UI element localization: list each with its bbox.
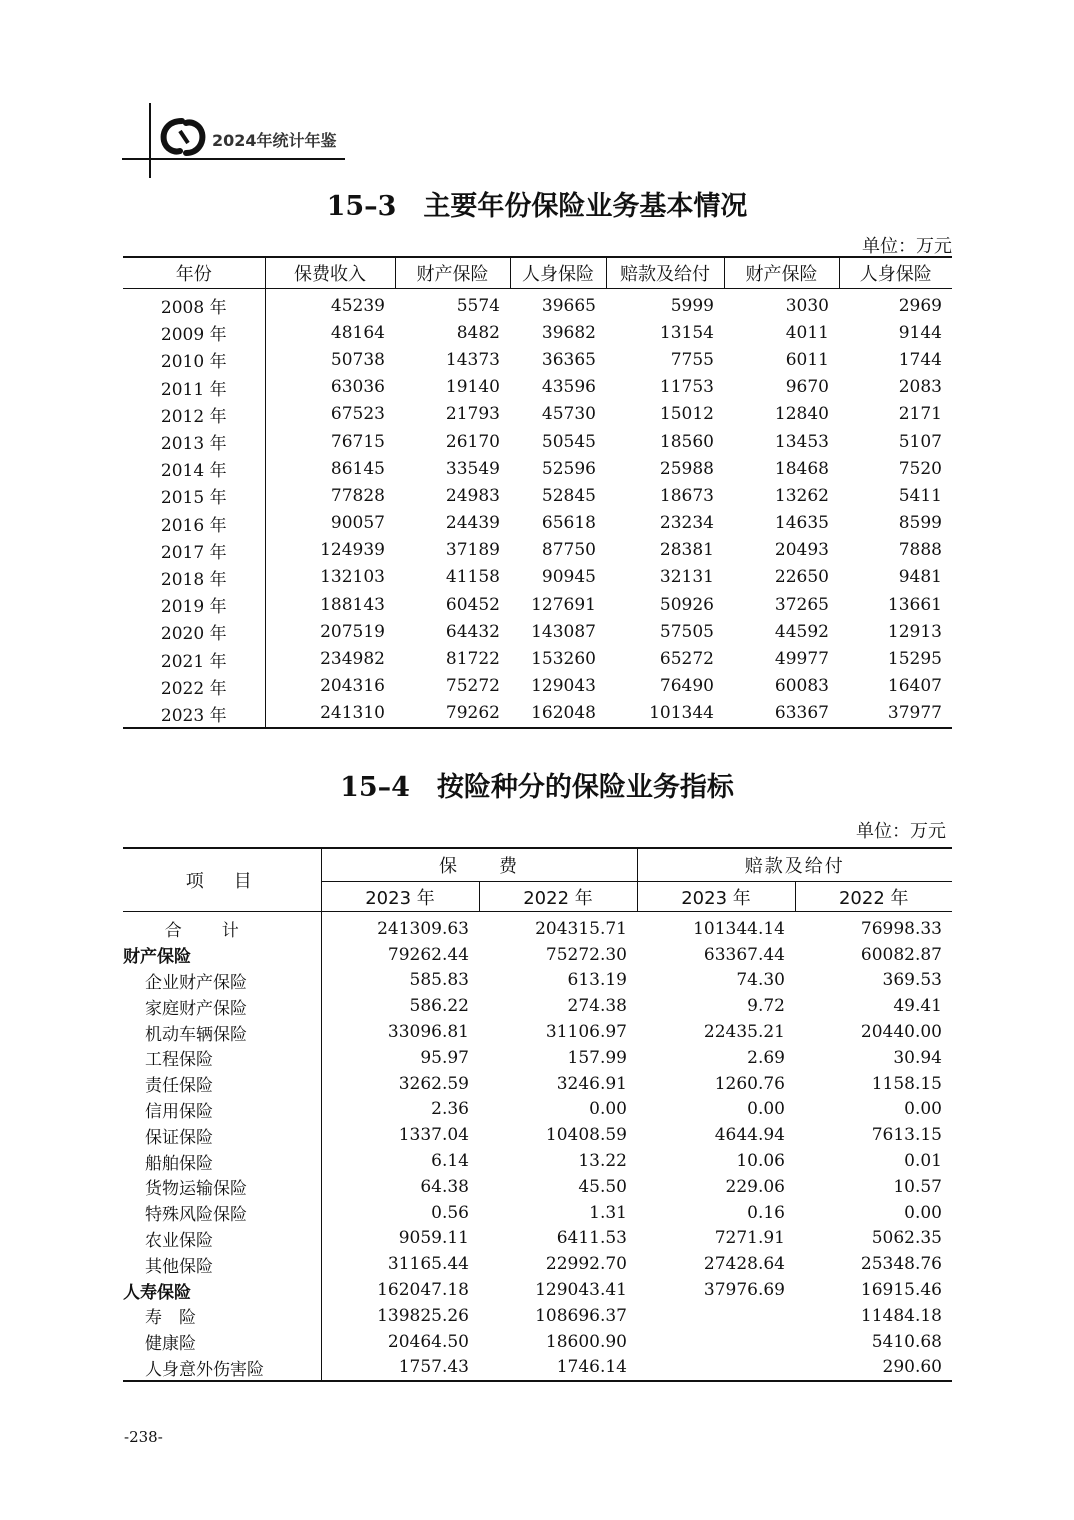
- value-cell: 7755: [670, 349, 714, 370]
- table1-body: [123, 289, 952, 729]
- year-cell: 2008 年: [123, 289, 265, 320]
- year-cell: 2019 年: [123, 591, 265, 618]
- value-cell: 132103: [320, 567, 385, 588]
- crop-mark-vertical: [149, 103, 151, 178]
- value-cell: 23234: [659, 513, 714, 534]
- year-header: 2022 年: [479, 882, 637, 912]
- value-cell: 49977: [774, 649, 829, 670]
- value-cell: 48164: [330, 322, 385, 343]
- value-cell: 7888: [898, 540, 942, 561]
- value-cell: 13661: [887, 594, 942, 615]
- value-cell: 13262: [774, 485, 829, 506]
- value-cell: 585.83: [409, 970, 469, 991]
- value-cell: 101344.14: [693, 918, 785, 939]
- value-cell: 50545: [541, 431, 596, 452]
- value-cell: 15012: [659, 404, 714, 425]
- table-row: [123, 537, 952, 564]
- yearbook-title: 2024年统计年鉴: [212, 131, 337, 150]
- value-cell: 9144: [898, 322, 942, 343]
- item-label: 特殊风险保险: [123, 1200, 321, 1226]
- value-cell: 0.00: [904, 1202, 942, 1223]
- value-cell: 64.38: [420, 1176, 469, 1197]
- value-cell: 11484.18: [860, 1305, 942, 1326]
- year-cell: 2010 年: [123, 346, 265, 373]
- item-label: 人身意外伤害险: [123, 1355, 321, 1382]
- year-header: 2023 年: [321, 882, 479, 912]
- item-label: 家庭财产保险: [123, 993, 321, 1019]
- value-cell: 1158.15: [871, 1073, 942, 1094]
- value-cell: 77828: [330, 485, 385, 506]
- value-cell: 50926: [659, 594, 714, 615]
- table-row: [123, 1303, 952, 1329]
- value-cell: 76490: [659, 676, 714, 697]
- value-cell: 74.30: [736, 970, 785, 991]
- value-cell: 241309.63: [377, 918, 469, 939]
- yearbook-logo-icon: [160, 117, 206, 157]
- value-cell: 143087: [531, 621, 596, 642]
- value-cell: 67523: [330, 404, 385, 425]
- table2-unit: 单位：万元: [856, 821, 946, 842]
- value-cell: 4011: [785, 322, 829, 343]
- value-cell: 1757.43: [398, 1357, 469, 1378]
- table-row: [123, 564, 952, 591]
- value-cell: 79262.44: [387, 944, 469, 965]
- value-cell: 60083: [774, 676, 829, 697]
- value-cell: 43596: [541, 377, 596, 398]
- value-cell: 63036: [330, 377, 385, 398]
- table-row: [123, 1174, 952, 1200]
- value-cell: 16915.46: [860, 1280, 942, 1301]
- item-label: 财产保险: [123, 942, 321, 968]
- value-cell: 18468: [774, 458, 829, 479]
- value-cell: 129043.41: [535, 1280, 627, 1301]
- item-label: 保证保险: [123, 1122, 321, 1148]
- value-cell: 11753: [659, 377, 714, 398]
- table-row: [123, 1148, 952, 1174]
- table1-title: 15–3 主要年份保险业务基本情况: [326, 191, 748, 222]
- item-label: 机动车辆保险: [123, 1019, 321, 1045]
- table-row: [123, 645, 952, 672]
- item-label: 企业财产保险: [123, 968, 321, 994]
- value-cell: 6011: [785, 349, 829, 370]
- value-cell: 37977: [887, 703, 942, 724]
- value-cell: 162047.18: [377, 1280, 469, 1301]
- value-cell: 65272: [659, 649, 714, 670]
- value-cell: 57505: [659, 621, 714, 642]
- table-row: [123, 289, 952, 320]
- value-cell: 25988: [659, 458, 714, 479]
- value-cell: 19140: [445, 377, 500, 398]
- table-row: [123, 1200, 952, 1226]
- item-label: 信用保险: [123, 1097, 321, 1123]
- value-cell: 5999: [670, 295, 714, 316]
- table2-header-row-1: [123, 848, 952, 882]
- table-row: [123, 1251, 952, 1277]
- value-cell: 44592: [774, 621, 829, 642]
- value-cell: 39682: [541, 322, 596, 343]
- value-cell: 0.00: [904, 1099, 942, 1120]
- value-cell: 37265: [774, 594, 829, 615]
- value-cell: 50738: [330, 349, 385, 370]
- table-row: [123, 591, 952, 618]
- item-label: 合计: [123, 912, 321, 942]
- value-cell: 27428.64: [703, 1254, 785, 1275]
- value-cell: 5107: [898, 431, 942, 452]
- value-cell: 10408.59: [545, 1125, 627, 1146]
- table-row: [123, 1122, 952, 1148]
- year-cell: 2012 年: [123, 401, 265, 428]
- table-main-years-insurance: [123, 256, 952, 729]
- table-row: [123, 1071, 952, 1097]
- value-cell: 95.97: [420, 1047, 469, 1068]
- value-cell: 1.31: [589, 1202, 627, 1223]
- value-cell: 7271.91: [714, 1228, 785, 1249]
- year-cell: 2021 年: [123, 645, 265, 672]
- value-cell: 3246.91: [556, 1073, 627, 1094]
- table2-title: 15–4 按险种分的保险业务指标: [340, 772, 734, 803]
- value-cell: 1337.04: [398, 1125, 469, 1146]
- value-cell: 12840: [774, 404, 829, 425]
- value-cell: 2.69: [747, 1047, 785, 1068]
- value-cell: 2171: [898, 404, 942, 425]
- value-cell: 3262.59: [398, 1073, 469, 1094]
- table-insurance-by-type: [123, 847, 952, 1382]
- table-row: [123, 1019, 952, 1045]
- table-row: [123, 993, 952, 1019]
- value-cell: 613.19: [567, 970, 627, 991]
- value-cell: 18673: [659, 485, 714, 506]
- value-cell: 24983: [445, 485, 500, 506]
- value-cell: 7613.15: [871, 1125, 942, 1146]
- value-cell: 45.50: [578, 1176, 627, 1197]
- value-cell: 45730: [541, 404, 596, 425]
- value-cell: 204315.71: [535, 918, 627, 939]
- table1-unit: 单位：万元: [862, 236, 952, 257]
- value-cell: 9481: [898, 567, 942, 588]
- item-label: 农业保险: [123, 1226, 321, 1252]
- table-row: [123, 700, 952, 728]
- value-cell: 25348.76: [860, 1254, 942, 1275]
- value-cell: 36365: [541, 349, 596, 370]
- value-cell: 86145: [330, 458, 385, 479]
- value-cell: 37976.69: [703, 1280, 785, 1301]
- item-header: 项 目: [123, 848, 321, 912]
- table-row: [123, 482, 952, 509]
- value-cell: 64432: [445, 621, 500, 642]
- value-cell: 10.57: [893, 1176, 942, 1197]
- table-row: [123, 319, 952, 346]
- value-cell: 1744: [898, 349, 942, 370]
- table-row: [123, 1226, 952, 1252]
- value-cell: 6.14: [431, 1151, 469, 1172]
- value-cell: [637, 1303, 795, 1329]
- table2-body: [123, 912, 952, 1382]
- value-cell: 37189: [445, 540, 500, 561]
- year-header: 2022 年: [795, 882, 952, 912]
- value-cell: 290.60: [882, 1357, 942, 1378]
- value-cell: 274.38: [567, 996, 627, 1017]
- value-cell: 2083: [898, 377, 942, 398]
- value-cell: 60452: [445, 594, 500, 615]
- value-cell: 28381: [659, 540, 714, 561]
- value-cell: 20440.00: [860, 1022, 942, 1043]
- value-cell: 108696.37: [535, 1305, 627, 1326]
- value-cell: 13.22: [578, 1151, 627, 1172]
- value-cell: 188143: [320, 594, 385, 615]
- value-cell: 153260: [531, 649, 596, 670]
- value-cell: 65618: [541, 513, 596, 534]
- value-cell: 4644.94: [714, 1125, 785, 1146]
- value-cell: 39665: [541, 295, 596, 316]
- value-cell: 87750: [541, 540, 596, 561]
- value-cell: 241310: [320, 703, 385, 724]
- value-cell: 26170: [445, 431, 500, 452]
- table-row: [123, 1097, 952, 1123]
- value-cell: 33549: [445, 458, 500, 479]
- value-cell: 9059.11: [398, 1228, 469, 1249]
- year-cell: 2015 年: [123, 482, 265, 509]
- table-row: [123, 1045, 952, 1071]
- value-cell: 14635: [774, 513, 829, 534]
- value-cell: 5411: [898, 485, 942, 506]
- value-cell: 10.06: [736, 1151, 785, 1172]
- value-cell: 139825.26: [377, 1305, 469, 1326]
- value-cell: 90057: [330, 513, 385, 534]
- table-row: [123, 1329, 952, 1355]
- value-cell: 52596: [541, 458, 596, 479]
- table-row: [123, 673, 952, 700]
- value-cell: 5062.35: [871, 1228, 942, 1249]
- value-cell: 24439: [445, 513, 500, 534]
- value-cell: 13154: [659, 322, 714, 343]
- value-cell: 52845: [541, 485, 596, 506]
- value-cell: 2969: [898, 295, 942, 316]
- value-cell: 63367: [774, 703, 829, 724]
- value-cell: 3030: [785, 295, 829, 316]
- value-cell: 13453: [774, 431, 829, 452]
- year-cell: 2023 年: [123, 700, 265, 728]
- value-cell: 90945: [541, 567, 596, 588]
- value-cell: 234982: [320, 649, 385, 670]
- col-header: 保费收入: [265, 257, 395, 289]
- value-cell: 18600.90: [545, 1331, 627, 1352]
- table-row: [123, 374, 952, 401]
- value-cell: 7520: [898, 458, 942, 479]
- year-header: 2023 年: [637, 882, 795, 912]
- crop-mark-horizontal: [122, 158, 345, 160]
- value-cell: 369.53: [882, 970, 942, 991]
- col-header: 人身保险: [839, 257, 952, 289]
- col-header: 人身保险: [510, 257, 606, 289]
- value-cell: 101344: [649, 703, 714, 724]
- table-row: [123, 455, 952, 482]
- table-row: [123, 510, 952, 537]
- item-label: 寿 险: [123, 1303, 321, 1329]
- value-cell: 20493: [774, 540, 829, 561]
- value-cell: 41158: [445, 567, 500, 588]
- value-cell: 0.16: [747, 1202, 785, 1223]
- item-label: 其他保险: [123, 1251, 321, 1277]
- value-cell: 0.56: [431, 1202, 469, 1223]
- value-cell: 9.72: [747, 996, 785, 1017]
- col-header: 财产保险: [395, 257, 510, 289]
- item-label: 责任保险: [123, 1071, 321, 1097]
- value-cell: 0.00: [747, 1099, 785, 1120]
- value-cell: 20464.50: [387, 1331, 469, 1352]
- year-cell: 2016 年: [123, 510, 265, 537]
- col-header: 财产保险: [724, 257, 839, 289]
- value-cell: 31165.44: [387, 1254, 469, 1275]
- item-label: 健康险: [123, 1329, 321, 1355]
- value-cell: 60082.87: [860, 944, 942, 965]
- value-cell: 32131: [659, 567, 714, 588]
- value-cell: 76715: [330, 431, 385, 452]
- value-cell: 18560: [659, 431, 714, 452]
- value-cell: 2.36: [431, 1099, 469, 1120]
- year-cell: 2013 年: [123, 428, 265, 455]
- value-cell: 9670: [785, 377, 829, 398]
- value-cell: 75272: [445, 676, 500, 697]
- table-row: [123, 346, 952, 373]
- table-row: [123, 618, 952, 645]
- value-cell: 22435.21: [703, 1022, 785, 1043]
- year-cell: 2018 年: [123, 564, 265, 591]
- table1-header-row: [123, 257, 952, 289]
- claims-group-header: 赔款及给付: [637, 848, 952, 882]
- value-cell: 8482: [456, 322, 500, 343]
- value-cell: 8599: [898, 513, 942, 534]
- value-cell: 129043: [531, 676, 596, 697]
- value-cell: 124939: [320, 540, 385, 561]
- value-cell: 31106.97: [545, 1022, 627, 1043]
- value-cell: 79262: [445, 703, 500, 724]
- value-cell: 207519: [320, 621, 385, 642]
- value-cell: 14373: [445, 349, 500, 370]
- col-header: 年份: [123, 257, 265, 289]
- value-cell: 204316: [320, 676, 385, 697]
- value-cell: 76998.33: [860, 918, 942, 939]
- value-cell: 586.22: [409, 996, 469, 1017]
- year-cell: 2014 年: [123, 455, 265, 482]
- table-row: [123, 1277, 952, 1303]
- value-cell: [637, 1355, 795, 1382]
- value-cell: 63367.44: [703, 944, 785, 965]
- value-cell: 162048: [531, 703, 596, 724]
- page-number: -238-: [124, 1428, 163, 1446]
- year-cell: 2009 年: [123, 319, 265, 346]
- value-cell: 5574: [456, 295, 500, 316]
- table-row: [123, 1355, 952, 1382]
- value-cell: 0.00: [589, 1099, 627, 1120]
- year-cell: 2020 年: [123, 618, 265, 645]
- year-cell: 2011 年: [123, 374, 265, 401]
- table-row: [123, 912, 952, 942]
- value-cell: 30.94: [893, 1047, 942, 1068]
- value-cell: 33096.81: [387, 1022, 469, 1043]
- value-cell: 49.41: [893, 996, 942, 1017]
- table-row: [123, 401, 952, 428]
- col-header: 赔款及给付: [606, 257, 724, 289]
- premium-group-header: 保 费: [321, 848, 637, 882]
- value-cell: 1746.14: [556, 1357, 627, 1378]
- value-cell: 16407: [887, 676, 942, 697]
- item-label: 船舶保险: [123, 1148, 321, 1174]
- item-label: 货物运输保险: [123, 1174, 321, 1200]
- value-cell: 1260.76: [714, 1073, 785, 1094]
- value-cell: 229.06: [725, 1176, 785, 1197]
- item-label: 工程保险: [123, 1045, 321, 1071]
- table-row: [123, 968, 952, 994]
- item-label: 人寿保险: [123, 1277, 321, 1303]
- value-cell: 45239: [330, 295, 385, 316]
- value-cell: 75272.30: [545, 944, 627, 965]
- value-cell: 127691: [531, 594, 596, 615]
- value-cell: 22650: [774, 567, 829, 588]
- value-cell: 5410.68: [871, 1331, 942, 1352]
- value-cell: 0.01: [904, 1151, 942, 1172]
- table-row: [123, 428, 952, 455]
- year-cell: 2017 年: [123, 537, 265, 564]
- value-cell: [637, 1329, 795, 1355]
- value-cell: 81722: [445, 649, 500, 670]
- year-cell: 2022 年: [123, 673, 265, 700]
- value-cell: 157.99: [567, 1047, 627, 1068]
- value-cell: 21793: [445, 404, 500, 425]
- value-cell: 12913: [887, 621, 942, 642]
- value-cell: 22992.70: [545, 1254, 627, 1275]
- value-cell: 6411.53: [556, 1228, 627, 1249]
- value-cell: 15295: [887, 649, 942, 670]
- table-row: [123, 942, 952, 968]
